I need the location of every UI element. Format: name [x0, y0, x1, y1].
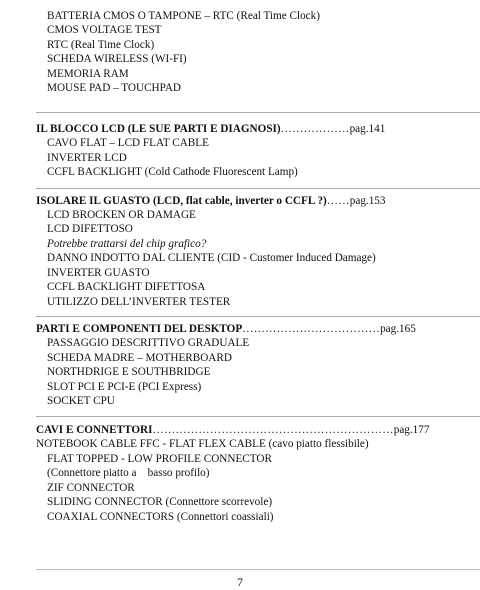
- toc-entry: Potrebbe trattarsi del chip grafico?: [47, 238, 207, 250]
- toc-entry: NORTHDRIGE E SOUTHBRIDGE: [47, 366, 211, 378]
- toc-entry: SLIDING CONNECTOR (Connettore scorrevole): [47, 496, 273, 508]
- toc-entry: LCD BROCKEN OR DAMAGE: [47, 209, 196, 221]
- heading-title: CAVI E CONNETTORI: [36, 424, 153, 436]
- toc-entry: (Connettore piatto a basso profilo): [47, 467, 210, 479]
- toc-entry: SCHEDA MADRE – MOTHERBOARD: [47, 352, 232, 364]
- toc-entry: FLAT TOPPED - LOW PROFILE CONNECTOR: [47, 453, 272, 465]
- toc-entry: MOUSE PAD – TOUCHPAD: [47, 82, 181, 94]
- toc-entry: UTILIZZO DELL’INVERTER TESTER: [47, 296, 231, 308]
- toc-entry: SCHEDA WIRELESS (WI-FI): [47, 53, 187, 65]
- toc-entry: PASSAGGIO DESCRITTIVO GRADUALE: [47, 337, 250, 349]
- toc-heading: [36, 122, 385, 136]
- leader-dots: ………………: [280, 123, 350, 135]
- page-ref: pag.153: [349, 195, 386, 207]
- toc-entry: RTC (Real Time Clock): [47, 39, 155, 51]
- toc-entry: INVERTER LCD: [47, 152, 127, 164]
- toc-heading: [36, 423, 429, 437]
- toc-heading: [36, 194, 386, 208]
- leader-dots: ………………………………………………………: [152, 424, 394, 436]
- section-divider: [36, 416, 480, 417]
- heading-title: IL BLOCCO LCD (LE SUE PARTI E DIAGNOSI): [36, 123, 281, 135]
- toc-entry: ZIF CONNECTOR: [47, 482, 135, 494]
- page-ref: pag.141: [349, 123, 386, 135]
- toc-entry: DANNO INDOTTO DAL CLIENTE (CID - Customer Induced Damage): [47, 252, 376, 264]
- section-divider: [36, 188, 480, 189]
- toc-entry: SLOT PCI E PCI-E (PCI Express): [47, 381, 202, 393]
- toc-heading: [36, 322, 416, 336]
- toc-entry: BATTERIA CMOS O TAMPONE – RTC (Real Time Clock): [47, 10, 320, 22]
- heading-title: ISOLARE IL GUASTO (LCD, flat cable, inverter o CCFL ?): [36, 195, 327, 207]
- toc-entry: CCFL BACKLIGHT (Cold Cathode Fluorescent Lamp): [47, 166, 298, 178]
- page-ref: pag.177: [393, 424, 430, 436]
- footer-divider: [36, 569, 480, 570]
- toc-entry: CCFL BACKLIGHT DIFETTOSA: [47, 281, 206, 293]
- leader-dots: ……: [326, 195, 350, 207]
- toc-entry: MEMORIA RAM: [47, 68, 129, 80]
- toc-entry: LCD DIFETTOSO: [47, 223, 133, 235]
- section-divider: [36, 112, 480, 113]
- toc-entry: NOTEBOOK CABLE FFC - FLAT FLEX CABLE (cavo piatto flessibile): [36, 438, 369, 450]
- heading-title: PARTI E COMPONENTI DEL DESKTOP: [36, 323, 243, 335]
- page-number: 7: [237, 575, 243, 589]
- toc-entry: COAXIAL CONNECTORS (Connettori coassiali): [47, 511, 274, 523]
- leader-dots: ………………………………: [242, 323, 381, 335]
- toc-entry: CMOS VOLTAGE TEST: [47, 24, 162, 36]
- toc-entry: CAVO FLAT – LCD FLAT CABLE: [47, 137, 209, 149]
- toc-entry: SOCKET CPU: [47, 395, 115, 407]
- section-divider: [36, 316, 480, 317]
- page-ref: pag.165: [380, 323, 416, 335]
- toc-entry: INVERTER GUASTO: [47, 267, 150, 279]
